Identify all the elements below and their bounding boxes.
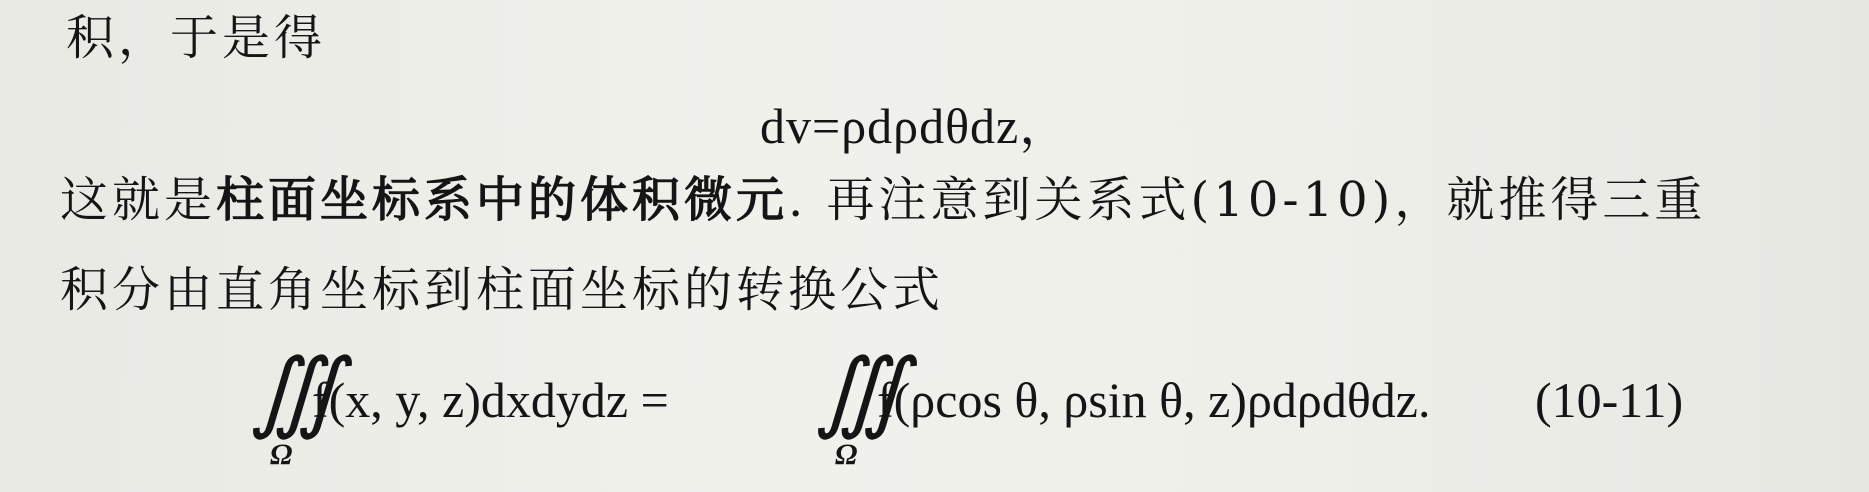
line-2-prefix: 这就是: [60, 172, 217, 228]
line-1-text: 积，于是得: [66, 10, 327, 66]
region-omega-left: Ω: [270, 438, 293, 471]
line-2-suffix: . 再注意到关系式(10-10)，就推得三重: [788, 172, 1707, 228]
equation-number: (10-11): [1535, 372, 1684, 428]
volume-element-equation: [760, 96, 1070, 156]
triple-integral-symbol-right: ∭: [815, 344, 879, 441]
volume-element-formula: dv=ρdρdθdz，: [760, 98, 1071, 154]
text-line-2: [60, 170, 1706, 230]
line-2-bold-term: 柱面坐标系中的体积微元: [216, 172, 789, 228]
triple-integral-symbol-left: ∭: [250, 344, 314, 441]
text-line-3: [60, 260, 944, 320]
line-3-text: 积分由直角坐标到柱面坐标的转换公式: [60, 262, 945, 318]
formula-lhs: f(x, y, z)dxdydz =: [312, 372, 669, 428]
text-line-1: [66, 8, 326, 68]
region-omega-right: Ω: [835, 438, 858, 471]
formula-rhs: f(ρcos θ, ρsin θ, z)ρdρdθdz.: [877, 372, 1431, 428]
